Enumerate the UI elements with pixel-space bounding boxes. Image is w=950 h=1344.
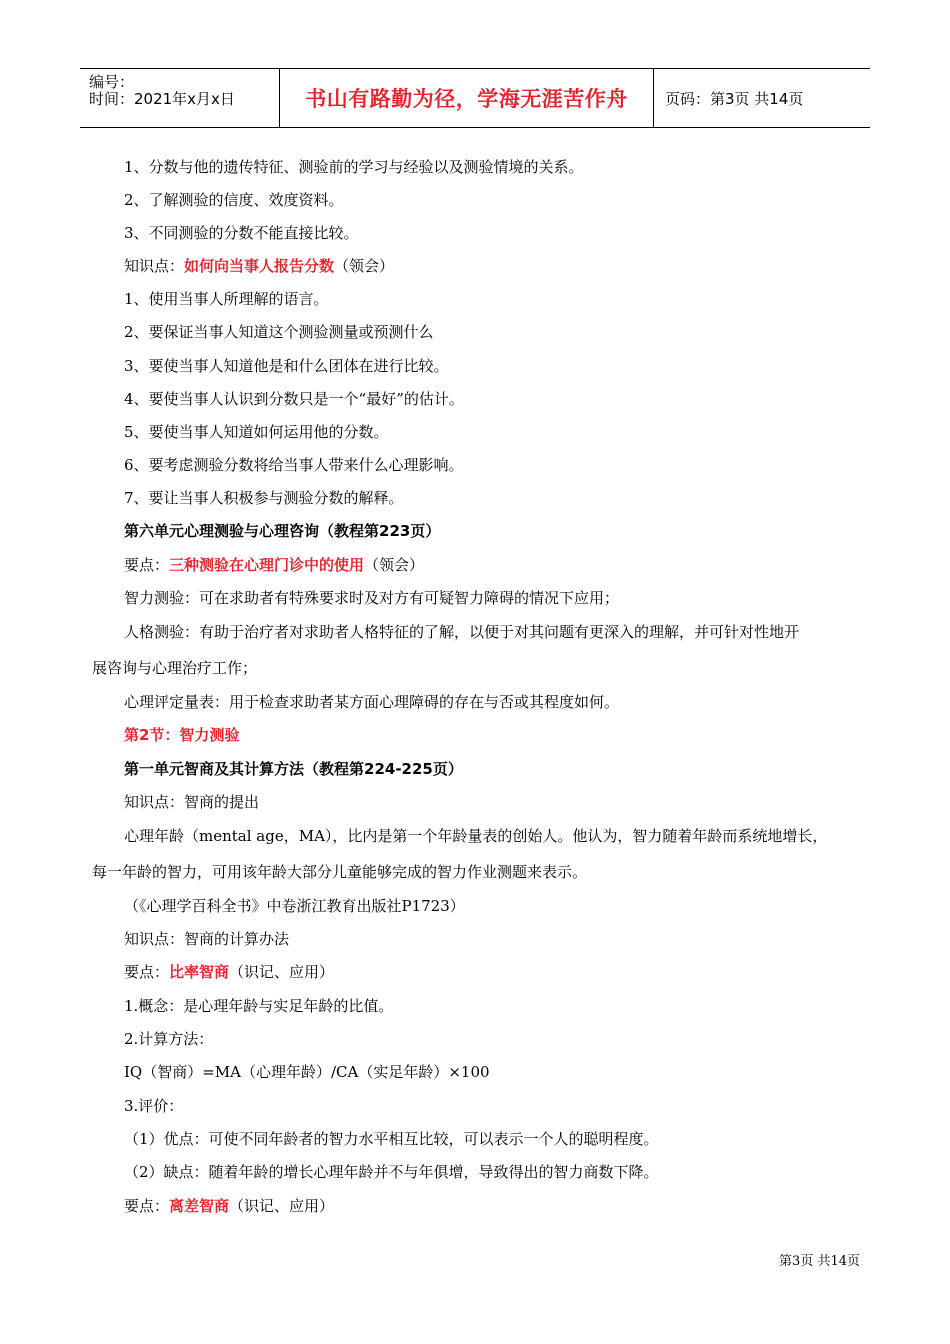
highlight: 如何向当事人报告分数 [184,257,335,275]
section-heading: 第六单元心理测验与心理咨询（教程第223页） [124,522,441,540]
text-line: （2）缺点：随着年龄的增长心理年龄并不与年俱增，导致得出的智力商数下降。 [124,1163,659,1181]
label: （识记、应用） [229,1197,335,1215]
header-table [80,68,870,128]
text-line: 每一年龄的智力，可用该年龄大部分儿童能够完成的智力作业测题来表示。 [92,863,588,881]
text-line: 3.评价： [124,1097,184,1115]
text-line: 心理评定量表：用于检查求助者某方面心理障碍的存在与否或其程度如何。 [124,693,620,711]
text-line: 3、要使当事人知道他是和什么团体在进行比较。 [124,357,449,375]
highlight: 三种测验在心理门诊中的使用 [169,556,365,574]
text-line: 智力测验：可在求助者有特殊要求时及对方有可疑智力障碍的情况下应用； [124,589,620,607]
text-line: （《心理学百科全书》中卷浙江教育出版社P1723） [124,897,465,915]
knowledge-point [124,256,394,276]
text-line: 2、要保证当事人知道这个测验测量或预测什么 [124,323,434,341]
label: 要点： [124,963,170,981]
header-number: 编号： [89,73,135,91]
text-line: 展咨询与心理治疗工作； [92,659,258,677]
label: 要点： [124,556,170,574]
formula: IQ（智商）=MA（心理年龄）/CA（实足年龄）×100 [124,1063,490,1081]
text-line: 2、了解测验的信度、效度资料。 [124,191,344,209]
key-point [124,1196,334,1216]
label: 知识点： [124,257,185,275]
highlight: 离差智商 [169,1197,230,1215]
text-line: 7、要让当事人积极参与测验分数的解释。 [124,489,404,507]
header-time: 时间：2021年x月x日 [89,90,235,108]
section-heading: 第2节：智力测验 [124,726,240,744]
text-line: 人格测验：有助于治疗者对求助者人格特征的了解，以便于对其问题有更深入的理解，并可针对性地开 [124,623,800,641]
highlight: 比率智商 [169,963,230,981]
text-line: 1、分数与他的遗传特征、测验前的学习与经验以及测验情境的关系。 [124,158,584,176]
text-line: 6、要考虑测验分数将给当事人带来什么心理影响。 [124,456,464,474]
label: 要点： [124,1197,170,1215]
section-heading: 第一单元智商及其计算方法（教程第224-225页） [124,760,463,778]
text-line: 知识点：智商的计算办法 [124,930,290,948]
header-page-number: 页码：第3页 共14页 [665,89,804,108]
header-motto: 书山有路勤为径，学海无涯苦作舟 [305,87,628,111]
text-line: 5、要使当事人知道如何运用他的分数。 [124,423,389,441]
key-point [124,555,424,575]
header-motto-cell [280,69,654,127]
page-footer: 第3页 共14页 [779,1254,860,1269]
text-line: 4、要使当事人认识到分数只是一个“最好”的估计。 [124,390,464,408]
label: （领会） [364,556,425,574]
label: （领会） [334,257,395,275]
text-line: 1、使用当事人所理解的语言。 [124,290,329,308]
text-line: 3、不同测验的分数不能直接比较。 [124,224,359,242]
text-line: 心理年龄（mental age，MA），比内是第一个年龄量表的创始人。他认为，智力随着年龄而系统地增长， [124,827,828,845]
text-line: 知识点：智商的提出 [124,793,260,811]
text-line: 2.计算方法： [124,1030,214,1048]
header-left-cell [80,69,280,127]
text-line: 1.概念：是心理年龄与实足年龄的比值。 [124,997,394,1015]
text-line: （1）优点：可使不同年龄者的智力水平相互比较，可以表示一个人的聪明程度。 [124,1130,659,1148]
label: （识记、应用） [229,963,335,981]
key-point [124,962,334,982]
